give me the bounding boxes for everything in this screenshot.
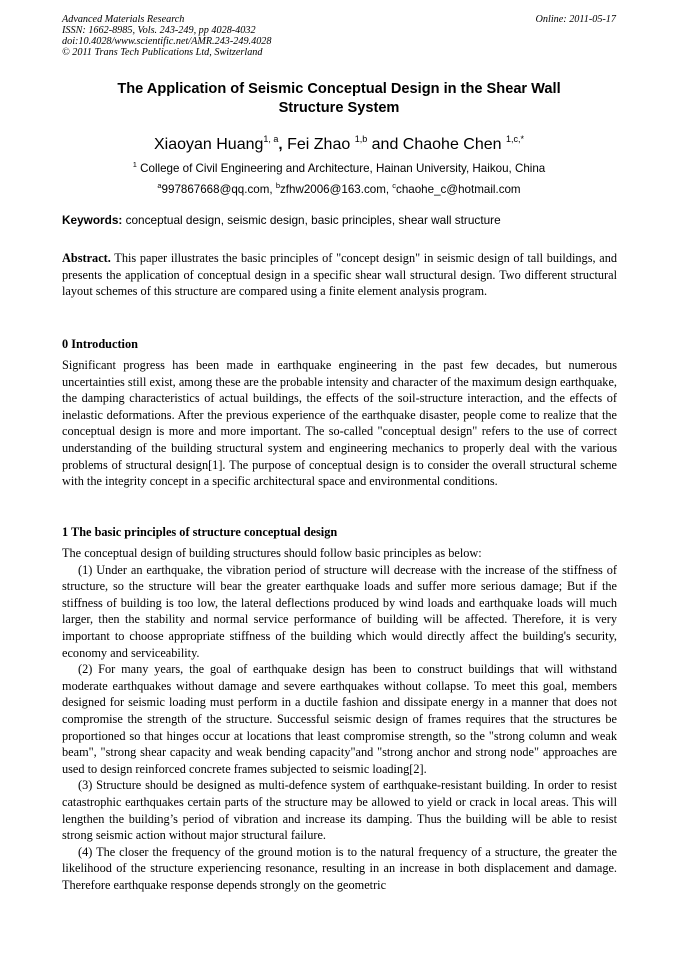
affiliation xyxy=(62,157,616,177)
journal-name: Advanced Materials Research xyxy=(62,14,185,25)
principle-4: (4) The closer the frequency of the ground motion is to the natural frequency of a structure, the greater the likelihood of the structure experiencing resonance, resulting in an increase in both displacement and damage. Therefore earthquake response depends strongly on the geometric xyxy=(62,844,617,892)
principle-2: (2) For many years, the goal of earthquake design has been to construct buildings that will withstand moderate earthquakes without damage and severe earthquakes without collapse. To meet this goal, members designed for seismic loading must perform in a ductile fashion and dissipate energy in a manner that does not compromise the strength of the structure. Successful seismic design of frames requires that the structures be proportioned so that hinges occur at locations that least compromise strength, so the "strong column and weak beam", "strong shear capacity and weak bending capacity"and "strong anchor and strong node" approaches are used to design reinforced concrete frames subjected to seismic loading[2]. xyxy=(62,662,617,776)
email-list xyxy=(62,178,616,198)
issn-line: ISSN: 1662-8985, Vols. 243-249, pp 4028-4032 xyxy=(62,25,256,36)
keywords-label: Keywords: xyxy=(62,213,123,227)
section1-lead: The conceptual design of building structures should follow basic principles as below: xyxy=(62,546,482,560)
email-a-sup: a xyxy=(157,181,162,190)
intro-heading: 0 Introduction xyxy=(62,337,138,351)
author-3: and Chaohe Chen xyxy=(367,136,506,153)
author-list xyxy=(62,129,616,155)
author-3-sup: 1,c,* xyxy=(505,134,524,144)
author-2: Fei Zhao xyxy=(282,136,355,153)
section1-body xyxy=(62,545,617,893)
principle-1: (1) Under an earthquake, the vibration period of structure will decrease with the increase of the stiffness of structure, so the structure will bear the greater earthquake loads and suffer more serious damage; But if the stiffness of building is too low, the lateral deflections produced by wind loads and earthquake loads will much larger, then the stability and normal service performance of building will be affected. Therefore, it is very important to choose appropriate stiffness of the building which would directly affect the building's security, economy and serviceability. xyxy=(62,562,617,660)
abstract-label: Abstract. xyxy=(62,251,111,265)
abstract xyxy=(62,250,617,300)
email-b: zfhw2006@163.com, xyxy=(279,183,393,196)
email-c: chaohe_c@hotmail.com xyxy=(396,183,521,196)
online-date: Online: 2011-05-17 xyxy=(535,14,616,25)
affiliation-text: College of Civil Engineering and Architecture, Hainan University, Haikou, China xyxy=(136,162,546,175)
author-1: Xiaoyan Huang xyxy=(153,136,264,153)
principle-3: (3) Structure should be designed as multi-defence system of earthquake-resistant building. In order to resist catastrophic earthquakes certain parts of the structure may be allowed to yield or crack in local areas. This will lengthen the building’s period of vibration and increase its damping. Thus the building will be able to resist strong seismic action without major structural failure. xyxy=(62,778,617,843)
title-line-2: Structure System xyxy=(278,100,400,116)
section1-heading: 1 The basic principles of structure conceptual design xyxy=(62,525,338,539)
keywords-text: conceptual design, seismic design, basic principles, shear wall structure xyxy=(122,213,501,227)
title-line-1: The Application of Seismic Conceptual Design in the Shear Wall xyxy=(117,81,561,97)
doi-line: doi:10.4028/www.scientific.net/AMR.243-249.4028 xyxy=(62,36,272,47)
abstract-text: This paper illustrates the basic principles of "concept design" in seismic design of tall buildings, and presents the application of conceptual design in a specific shear wall structural design. Two different structural layout schemes of this structure are compared using a finite element analysis program. xyxy=(62,251,617,299)
affiliation-sup: 1 xyxy=(132,160,137,169)
paper-title xyxy=(62,80,616,118)
email-a: 997867668@qq.com, xyxy=(161,183,276,196)
author-separator: , xyxy=(278,136,283,153)
author-2-sup: 1,b xyxy=(354,134,368,144)
author-1-sup: 1, a xyxy=(263,134,279,144)
keywords xyxy=(62,212,616,228)
email-b-sup: b xyxy=(275,181,280,190)
intro-text: Significant progress has been made in earthquake engineering in the past few decades, but numerous uncertainties still exist, among these are the probable intensity and character of the maximum design earthquake, the damping characteristics of actual buildings, the effects of the soil-structure interaction, and the effects of inelastic deformations. After the previous experience of the earthquake disaster, people come to realize that the conceptual design is more and more important. The so-called "conceptual design" refers to the use of correct understanding of the building structural system and engineering mechanics to properly deal with the various problems of structural design[1]. The purpose of conceptual design is to consider the overall structural scheme with the integrity concept in a specific architectural space and environmental conditions. xyxy=(62,358,617,489)
copyright-line: © 2011 Trans Tech Publications Ltd, Switzerland xyxy=(62,47,263,58)
email-c-sup: c xyxy=(392,181,397,190)
journal-header xyxy=(62,14,271,58)
